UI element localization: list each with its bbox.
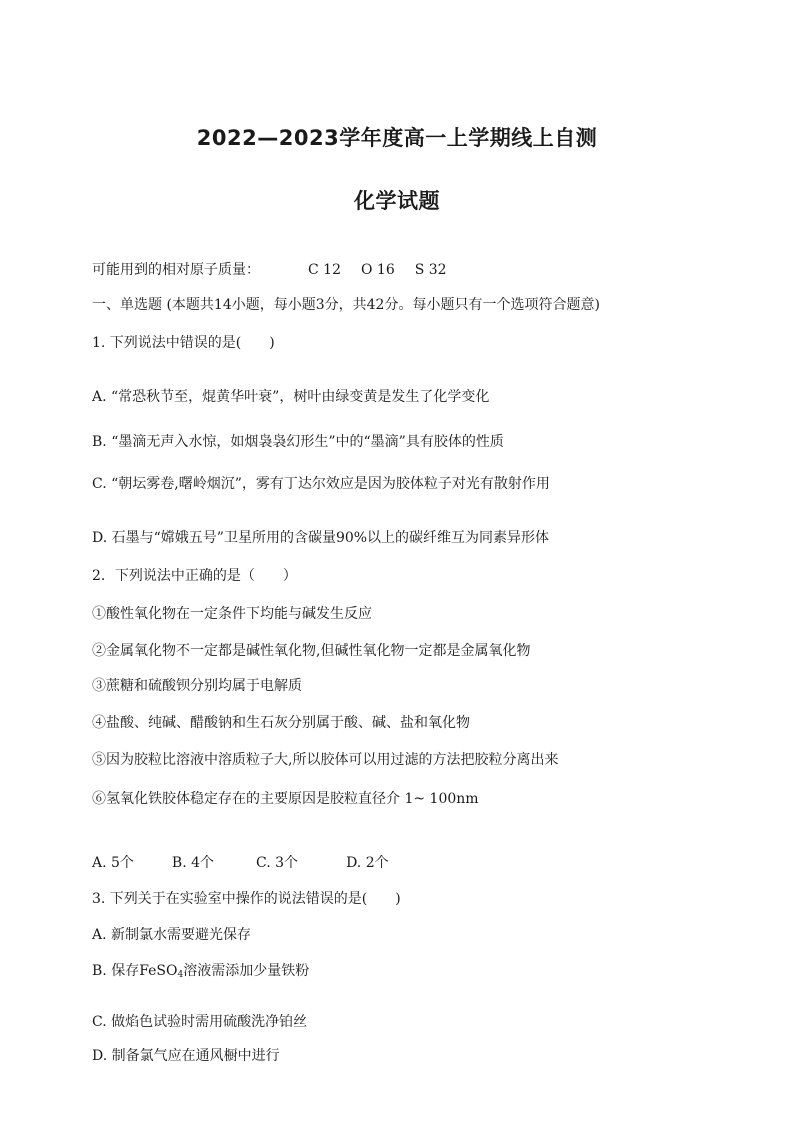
- question-1-option-b: B. “墨滴无声入水惊，如烟袅袅幻形生”中的“墨滴”具有胶体的性质: [92, 434, 504, 450]
- page-title: 2022—2023学年度高一上学期线上自测: [196, 126, 598, 150]
- section-heading: 一、单选题 (本题共14小题，每小题3分，共42分。每小题只有一个选项符合题意): [92, 297, 600, 313]
- atomic-mass-line: [92, 260, 447, 280]
- question-3-option-b-subscript: 4: [177, 970, 184, 980]
- question-3-option-a: A. 新制氯水需要避光保存: [92, 927, 252, 943]
- question-1-option-c: C. “朝坛雾卷,曙岭烟沉”，雾有丁达尔效应是因为胶体粒子对光有散射作用: [92, 476, 550, 492]
- question-3-stem: 3. 下列关于在实验室中操作的说法错误的是( ): [92, 891, 401, 907]
- atomic-mass-o: O 16: [360, 262, 395, 278]
- question-2-option-d: D. 2个: [346, 855, 389, 871]
- question-2-statement-1: ①酸性氧化物在一定条件下均能与碱发生反应: [92, 606, 372, 622]
- question-3-option-b-suffix: 溶液需添加少量铁粉: [183, 963, 310, 979]
- question-2-statement-4: ④盐酸、纯碱、醋酸钠和生石灰分别属于酸、碱、盐和氧化物: [92, 715, 470, 731]
- question-2-option-a: A. 5个: [92, 855, 134, 871]
- atomic-mass-c: C 12: [308, 262, 341, 278]
- question-1-stem: 1. 下列说法中错误的是( ): [92, 335, 275, 351]
- question-2-stem: 2．下列说法中正确的是（ ）: [92, 568, 297, 584]
- page-subtitle: 化学试题: [354, 189, 440, 213]
- atomic-mass-label: 可能用到的相对原子质量：: [92, 262, 260, 278]
- question-3-option-d: D. 制备氯气应在通风橱中进行: [92, 1048, 280, 1064]
- question-2-statement-3: ③蔗糖和硫酸钡分别均属于电解质: [92, 678, 302, 694]
- question-2-option-b: B. 4个: [171, 855, 215, 871]
- question-2-statement-6: ⑥氢氧化铁胶体稳定存在的主要原因是胶粒直径介 1~ 100nm: [92, 791, 479, 807]
- question-1-option-d: D. 石墨与“嫦娥五号”卫星所用的含碳量90%以上的碳纤维互为同素异形体: [92, 530, 550, 546]
- question-3-option-c: C. 做焰色试验时需用硫酸洗净铂丝: [92, 1014, 308, 1030]
- question-1-option-a: A. “常恐秋节至，焜黄华叶衰”，树叶由绿变黄是发生了化学变化: [92, 389, 490, 405]
- question-2-statement-5: ⑤因为胶粒比溶液中溶质粒子大,所以胶体可以用过滤的方法把胶粒分离出来: [92, 752, 559, 768]
- question-2-options: [92, 853, 389, 873]
- atomic-mass-s: S 32: [414, 262, 447, 278]
- question-2-option-c: C. 3个: [256, 855, 299, 871]
- question-2-statement-2: ②金属氧化物不一定都是碱性氧化物,但碱性氧化物一定都是金属氧化物: [92, 643, 531, 659]
- question-3-option-b-prefix: B. 保存FeSO: [92, 963, 178, 979]
- question-3-option-b: [92, 961, 309, 985]
